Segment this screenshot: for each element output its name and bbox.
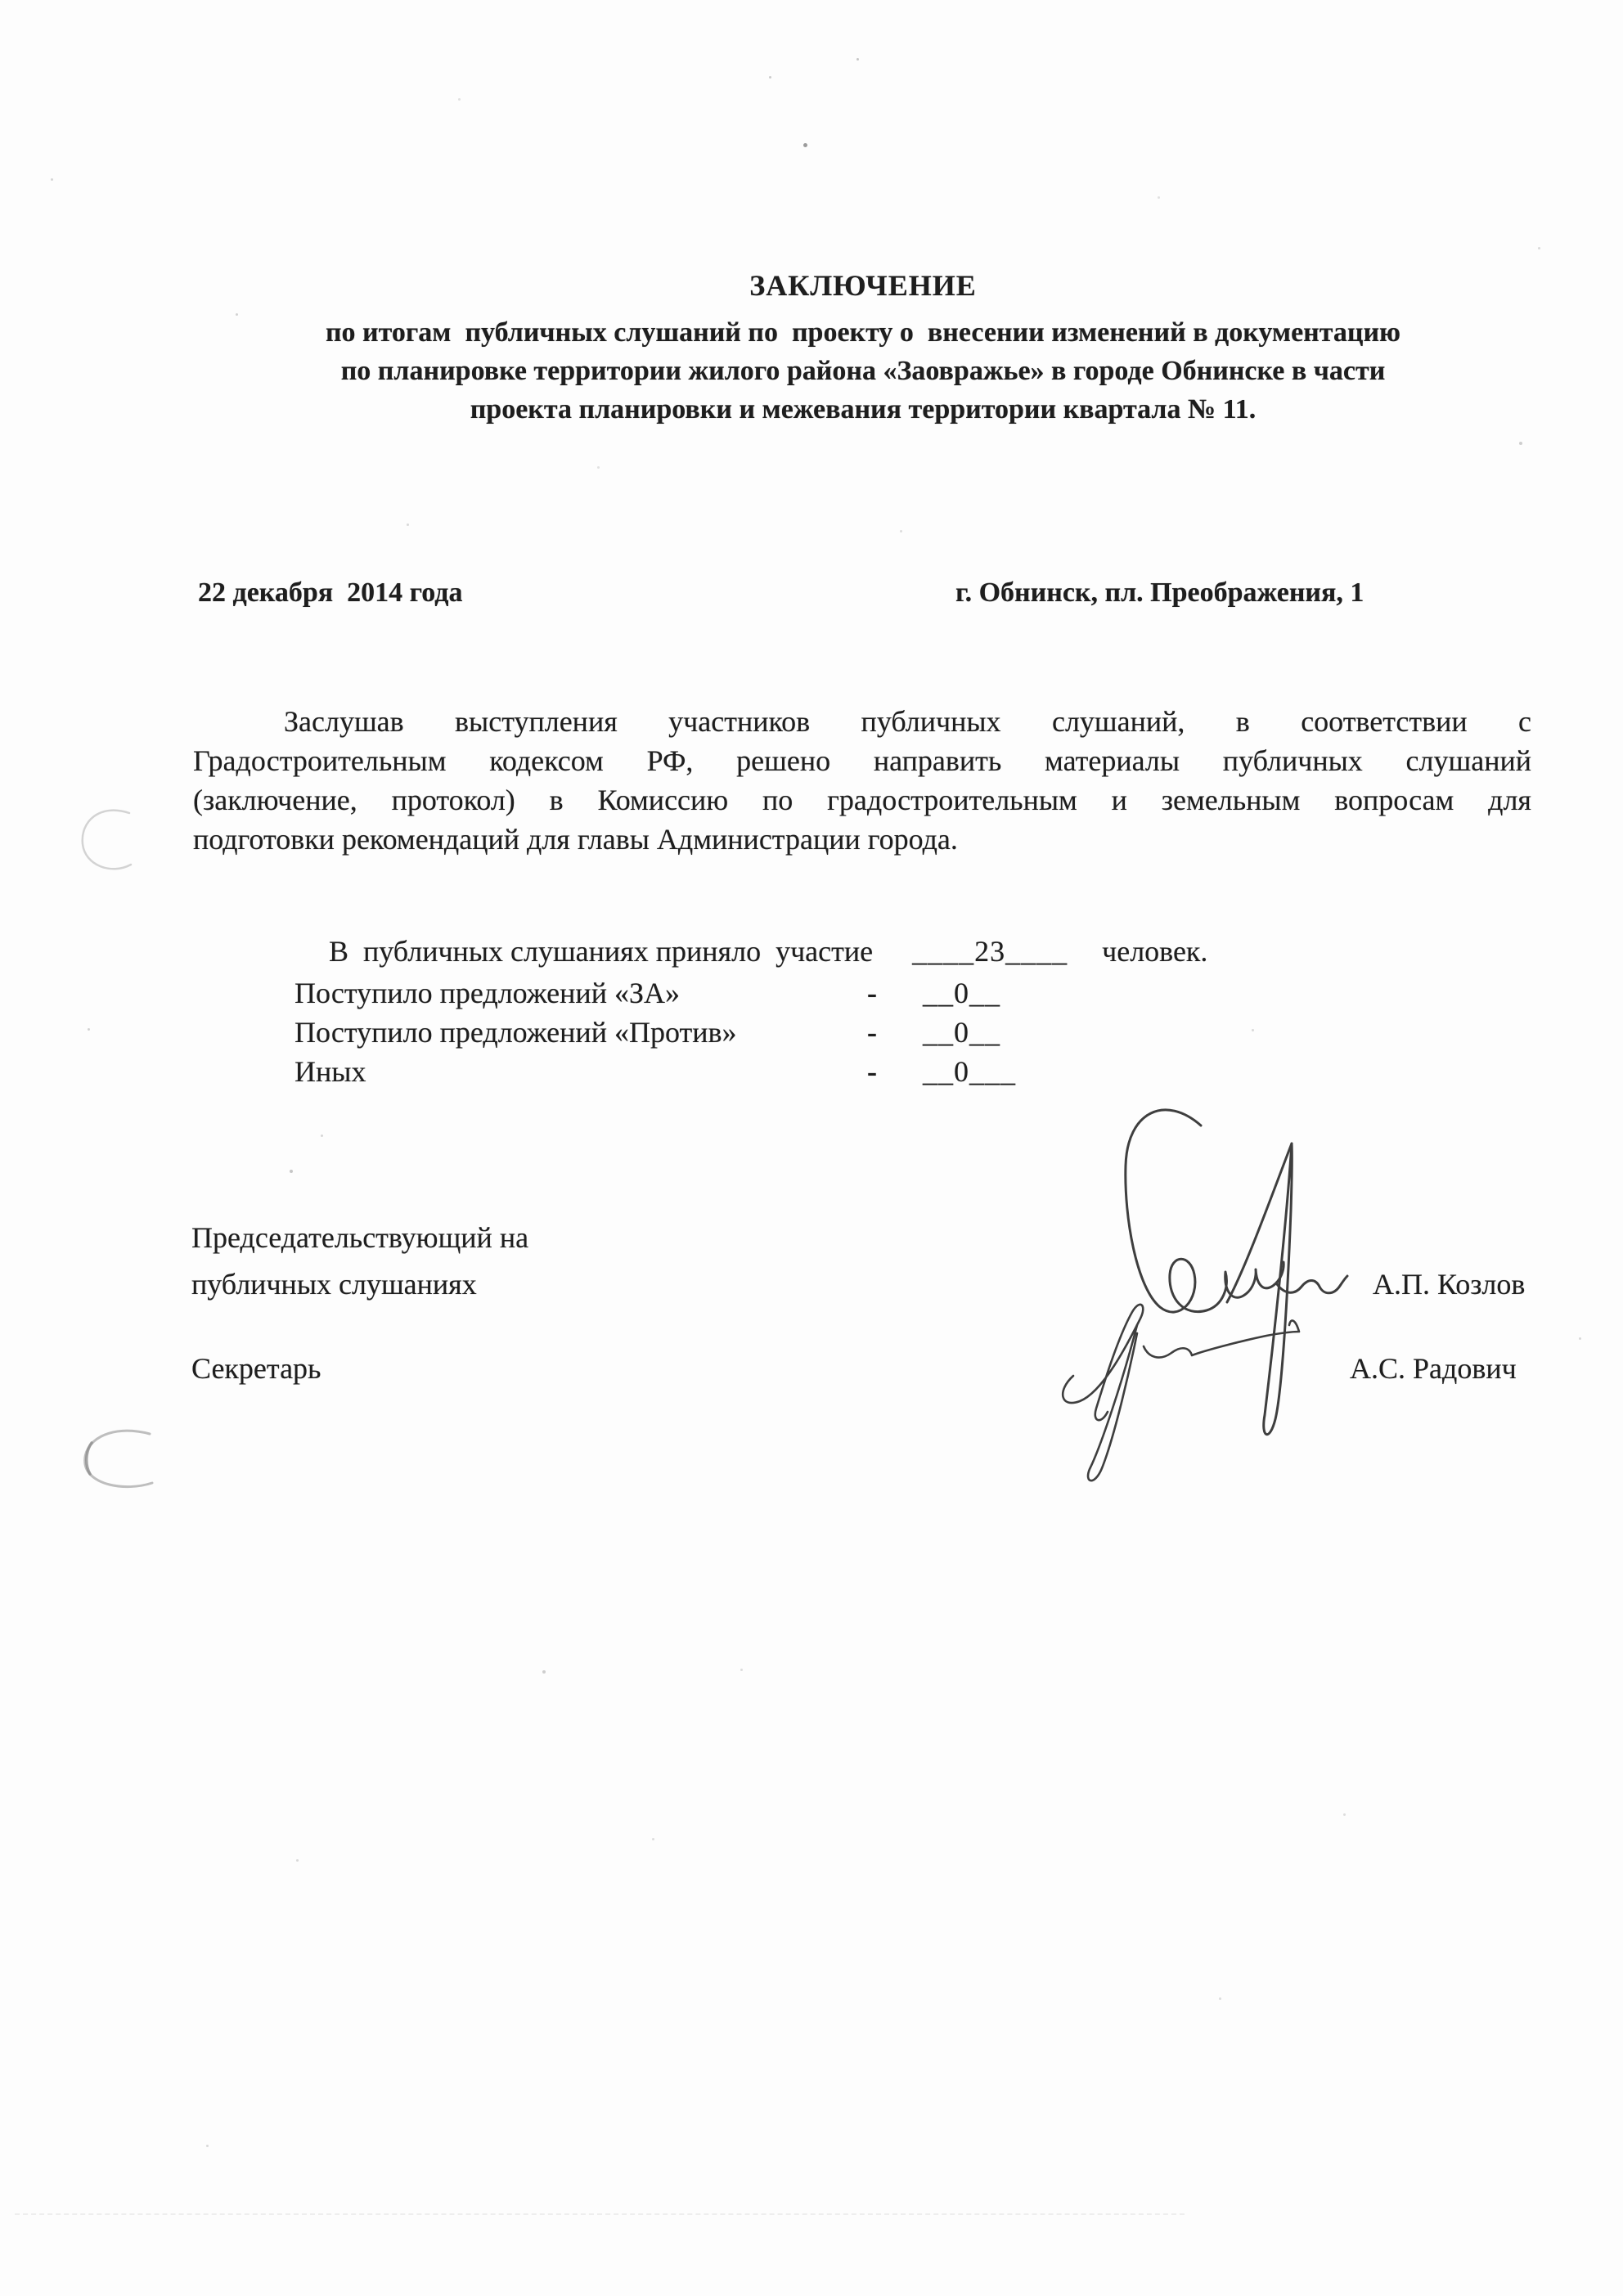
participation-prefix: В публичных слушаниях приняло участие: [329, 935, 874, 968]
participation-suffix: человек.: [1102, 935, 1208, 968]
subtitle-line-2: по планировке территории жилого района «Заовражье» в городе Обнинске в части: [340, 356, 1386, 386]
scan-speckle: [290, 1170, 293, 1173]
scan-speckle: [856, 58, 859, 61]
scan-speckle: [407, 523, 409, 526]
scan-speckle: [1519, 442, 1522, 445]
proposal-dash: -: [867, 977, 877, 1009]
scan-speckle: [321, 1135, 323, 1137]
arc-mark-lower: [85, 1431, 152, 1486]
scan-speckle: [1538, 247, 1540, 249]
scanner-edge-line: [15, 2213, 1185, 2215]
scan-speckle: [1343, 1813, 1346, 1816]
scan-speckle: [1579, 1337, 1581, 1340]
scan-speckle: [206, 2145, 209, 2147]
scan-speckle: [88, 1028, 90, 1031]
proposal-value: __0__: [923, 977, 1000, 1009]
scan-speckle: [652, 1838, 654, 1840]
secretary-name: А.С. Радович: [1350, 1352, 1517, 1385]
document-place: г. Обнинск, пл. Преображения, 1: [955, 577, 1364, 608]
chair-role-line-1: Председательствующий на: [191, 1221, 529, 1254]
scan-speckle: [296, 1859, 299, 1862]
scan-speckle: [1219, 1997, 1221, 2000]
body-line: (заключение, протокол) в Комиссию по градостроительным и земельным вопросам для: [193, 784, 1531, 816]
secretary-role-label: Секретарь: [191, 1352, 321, 1385]
page-title: ЗАКЛЮЧЕНИЕ: [749, 269, 977, 302]
document-date: 22 декабря 2014 года: [198, 577, 463, 608]
body-line: Градостроительным кодексом РФ, решено направить материалы публичных слушаний: [193, 744, 1531, 777]
chair-role-line-2: публичных слушаниях: [191, 1268, 477, 1301]
scan-speckle: [900, 530, 902, 532]
scan-speckle: [236, 313, 238, 316]
proposal-label: Поступило предложений «Против»: [294, 1016, 737, 1049]
scan-speckle: [740, 1669, 743, 1671]
scan-speckle: [1252, 1029, 1254, 1031]
scan-speckle: [51, 178, 53, 181]
proposal-value: __0__: [923, 1016, 1000, 1049]
scan-speckle: [769, 76, 771, 79]
scan-speckle: [597, 466, 600, 469]
body-line: Заслушав выступления участников публичных слушаний, в соответствии с: [284, 705, 1531, 738]
proposal-dash: -: [867, 1016, 877, 1049]
scan-speckle: [1158, 196, 1160, 199]
scan-speckle: [803, 143, 807, 147]
proposal-value: __0___: [923, 1055, 1016, 1088]
body-line: подготовки рекомендаций для главы Администрации города.: [193, 823, 958, 856]
scan-speckle: [542, 1670, 546, 1674]
proposal-label: Поступило предложений «ЗА»: [294, 977, 680, 1009]
subtitle-line-3: проекта планировки и межевания территории квартала № 11.: [470, 394, 1257, 425]
participation-count-field: ____23____: [912, 935, 1068, 968]
subtitle-line-1: по итогам публичных слушаний по проекту о внесении изменений в документацию: [325, 317, 1401, 348]
proposal-label: Иных: [294, 1055, 366, 1088]
chair-name: А.П. Козлов: [1373, 1268, 1526, 1301]
scan-speckle: [458, 98, 461, 101]
proposal-dash: -: [867, 1055, 877, 1088]
arc-mark-upper: [83, 811, 131, 869]
